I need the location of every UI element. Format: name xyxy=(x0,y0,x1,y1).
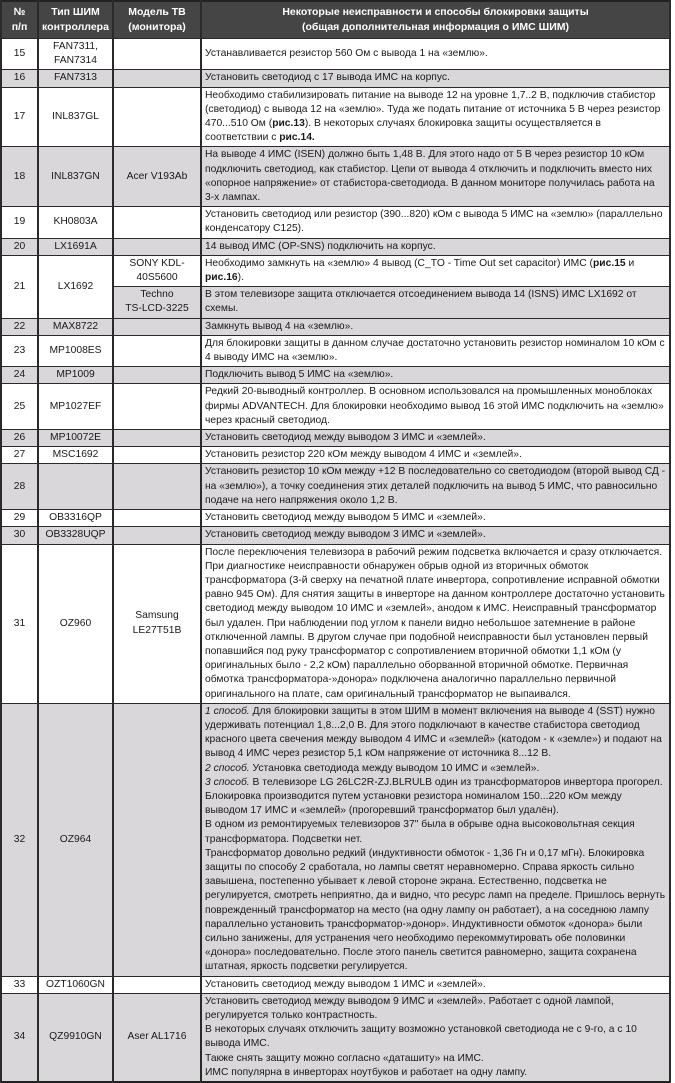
model-line: LE27T51B xyxy=(132,624,182,636)
fault-description: Установить резистор 220 кОм между выводом 4 ИМС и «землей». xyxy=(201,447,670,464)
model-line: Samsung xyxy=(135,610,179,622)
controller-type xyxy=(38,510,113,527)
desc-text: В одном из ремонтируемых телевизоров 37" была в обрыве одна высоковольтная секция трансформатора. Подсветки нет. xyxy=(205,819,635,845)
tv-model xyxy=(113,238,201,255)
header-desc-line-2: (общая дополнительная информация о ИМС ШИМ) xyxy=(301,21,570,33)
fault-description xyxy=(201,255,670,286)
table-row xyxy=(1,318,670,335)
table-row xyxy=(1,703,670,976)
desc-paragraph xyxy=(205,1023,666,1051)
table-row xyxy=(1,464,670,510)
tv-model xyxy=(113,464,201,510)
tv-model xyxy=(113,976,201,993)
fault-description xyxy=(201,703,670,976)
tv-model xyxy=(113,367,201,384)
tv-model xyxy=(113,510,201,527)
figure-ref: рис.15 xyxy=(592,257,626,269)
header-num-line-1: № xyxy=(13,6,26,18)
tv-model xyxy=(113,87,201,147)
header-desc-line-1: Некоторые неисправности и способы блокировки защиты xyxy=(282,6,589,18)
tv-model xyxy=(113,207,201,238)
table-row xyxy=(1,993,670,1082)
desc-paragraph xyxy=(205,1066,666,1080)
controller-line: LX1691A xyxy=(54,240,97,252)
table-row xyxy=(1,430,670,447)
fault-description: Устанавливается резистор 560 Ом с вывода 1 на «землю». xyxy=(201,39,670,70)
controller-line: OB3328UQP xyxy=(45,529,106,541)
desc-text: ). В некоторых случаях блокировка защиты осуществляется в соответствии с xyxy=(205,118,601,144)
table-row xyxy=(1,544,670,703)
fault-description: Установить светодиод между выводом 3 ИМС и «землей». xyxy=(201,430,670,447)
tv-model xyxy=(113,70,201,87)
desc-text: и xyxy=(625,257,635,269)
desc-paragraph xyxy=(205,705,666,762)
model-line: SONY KDL- xyxy=(129,257,185,269)
model-line: Techno xyxy=(140,289,174,301)
controller-type xyxy=(38,447,113,464)
header-model-line-2: (монитора) xyxy=(128,21,186,33)
table-row xyxy=(1,255,670,286)
controller-line: MSC1692 xyxy=(52,449,99,461)
fault-description xyxy=(201,993,670,1082)
fault-description: Установить светодиод между выводом 3 ИМС и «землей». xyxy=(201,527,670,544)
tv-model xyxy=(113,384,201,430)
desc-paragraph xyxy=(205,847,666,975)
desc-paragraph xyxy=(205,776,666,819)
controller-type xyxy=(38,703,113,976)
row-number: 21 xyxy=(1,255,38,318)
desc-paragraph xyxy=(205,995,666,1023)
desc-text: Необходимо замкнуть на «землю» 4 вывод (C_TO - Time Out set capacitor) ИМС ( xyxy=(205,257,593,269)
row-number: 27 xyxy=(1,447,38,464)
figure-ref: рис.14. xyxy=(279,132,315,144)
table-row xyxy=(1,87,670,147)
controller-line: KH0803A xyxy=(53,216,98,228)
row-number: 24 xyxy=(1,367,38,384)
row-number: 16 xyxy=(1,70,38,87)
table-row xyxy=(1,384,670,430)
row-number: 19 xyxy=(1,207,38,238)
fault-description: Установить светодиод между выводом 1 ИМС и «землей». xyxy=(201,976,670,993)
row-number: 15 xyxy=(1,39,38,70)
controller-line: MP10072E xyxy=(50,432,101,444)
desc-paragraph xyxy=(205,762,666,776)
figure-ref: рис.16 xyxy=(205,272,238,284)
header-description xyxy=(201,1,670,39)
controller-type xyxy=(38,430,113,447)
controller-type xyxy=(38,335,113,366)
controller-line: MP1009 xyxy=(56,369,95,381)
desc-text: ИМС популярна в инверторах ноутбуков и работает на одну лампу. xyxy=(205,1066,528,1078)
controller-line: OB3316QP xyxy=(49,512,102,524)
tv-model xyxy=(113,335,201,366)
table-row xyxy=(1,238,670,255)
controller-line: MAX8722 xyxy=(52,320,99,332)
controller-type xyxy=(38,464,113,510)
table-row xyxy=(1,367,670,384)
desc-text: Трансформатор довольно редкий (индуктивности обмоток - 1,36 Гн и 0,17 мГн). Блокировка защиты по способу 2 сработала, но лампы светят неравномерно. Справа яркость сильно завышена, постепенно убывает к левой стороне экрана. Естественно, подсветка не регулируется, смотреть неприятно, да и видно, что ресурс ламп на пределе. Пришлось вернуть поврежденный трансформатор на место (на одну лампу он работает), а на соседнюю лампу параллельно установить трансформатор-»донор». Индуктивности обмоток «донора» были сильно занижены, для устранения чего необходимо перекоммутировать обе половинки «донора» последовательно. После этого панель светится равномерно, защита сохранена штатная, яркость подсветки регулируется. xyxy=(205,847,666,973)
desc-text: Для блокировки защиты в этом ШИМ в момент включения на выводе 4 (SST) нужно удерживать потенциал 1,8...2,0 В. Для этого подключают в качестве стабистора светодиод красного цвета свечения между выводом 4 ИМС и «землей» (катодом - к «земле») и подают на вывод 4 ИМС через резистор 5,1 кОм напряжение от источника 8...12 В. xyxy=(205,705,662,760)
fault-description: Установить светодиод или резистор (390...820) кОм с вывода 5 ИМС на «землю» (параллельно конденсатору С125). xyxy=(201,207,670,238)
controller-type xyxy=(38,384,113,430)
row-number: 31 xyxy=(1,544,38,703)
table-body xyxy=(1,39,670,1083)
tv-model xyxy=(113,703,201,976)
header-controller-line-2: контроллера xyxy=(42,21,109,33)
controller-type xyxy=(38,367,113,384)
header-model xyxy=(113,1,201,39)
desc-text: Необходимо стабилизировать питание на выводе 12 на уровне 1,7..2 В, подключив стабистор (светодиод) с вывода 12 на «землю». Туда же подать питание от источника 5 В через резистор 470...510 Ом ( xyxy=(205,89,661,130)
table-row xyxy=(1,39,670,70)
controller-type xyxy=(38,993,113,1082)
figure-ref: рис.13 xyxy=(272,118,305,130)
controller-line: OZT1060GN xyxy=(46,978,105,990)
row-number: 26 xyxy=(1,430,38,447)
desc-text: ). xyxy=(237,272,244,284)
header-model-line-1: Модель ТВ xyxy=(128,6,186,18)
tv-model xyxy=(113,527,201,544)
table-header xyxy=(1,1,670,39)
fault-description: На выводе 4 ИМС (ISEN) должно быть 1,48 В. Для этого надо от 5 В через резистор 10 кОм подключить светодиод, как стабистор. Цепи от вывода 4 отключить и подключить вместо них «опорное напряжение» от стабистора-светодиода. В данном мониторе получилась работа на 3-х лампах. xyxy=(201,147,670,207)
controller-line: OZ960 xyxy=(59,617,92,629)
controller-line: FAN7313 xyxy=(54,72,97,84)
desc-text: 1 способ. xyxy=(205,705,250,717)
controller-type xyxy=(38,238,113,255)
fault-description: Подключить вывод 5 ИМС на «землю». xyxy=(201,367,670,384)
fault-description: Замкнуть вывод 4 на «землю». xyxy=(201,318,670,335)
fault-description: Для блокировки защиты в данном случае достаточно установить резистор номиналом 10 кОм с 4 выводу ИМС на «землю». xyxy=(201,335,670,366)
tv-model: Acer V193Ab xyxy=(113,147,201,207)
fault-description: В этом телевизоре защита отключается отсоединением вывода 14 (ISNS) ИМС LX1692 от схемы. xyxy=(201,287,670,318)
controller-type xyxy=(38,147,113,207)
row-number: 25 xyxy=(1,384,38,430)
table-row xyxy=(1,147,670,207)
controller-line: INL837GL xyxy=(52,110,99,122)
tv-model xyxy=(113,287,201,318)
row-number: 23 xyxy=(1,335,38,366)
table-row xyxy=(1,207,670,238)
tv-model xyxy=(113,430,201,447)
desc-text: Установить светодиод между выводом 9 ИМС и «землей». Работает с одной лампой, регулируется только контрастность. xyxy=(205,995,614,1021)
fault-description xyxy=(201,87,670,147)
table-row xyxy=(1,447,670,464)
desc-paragraph xyxy=(205,1052,666,1066)
row-number: 32 xyxy=(1,703,38,976)
fault-description: Установить светодиод между выводом 5 ИМС и «землей». xyxy=(201,510,670,527)
row-number: 34 xyxy=(1,993,38,1082)
controller-type xyxy=(38,70,113,87)
tv-model xyxy=(113,318,201,335)
desc-text: В некоторых случаях отключить защиту возможно установкой светодиода не с 9-го, а с 10 вывода ИМС. xyxy=(205,1024,637,1050)
row-number: 18 xyxy=(1,147,38,207)
desc-text: Установка светодиода между выводом 10 ИМС и «землей». xyxy=(249,762,540,774)
tv-model xyxy=(113,255,201,286)
tv-model xyxy=(113,544,201,703)
desc-text: Также снять защиту можно согласно «даташиту» на ИМС. xyxy=(205,1052,484,1064)
table-row xyxy=(1,70,670,87)
controller-line: FAN7314 xyxy=(54,55,97,67)
controller-line: LX1692 xyxy=(57,280,94,292)
controller-type xyxy=(38,318,113,335)
tv-model xyxy=(113,447,201,464)
header-controller xyxy=(38,1,113,39)
model-line: TS-LCD-3225 xyxy=(125,303,189,315)
controller-line: MP1008ES xyxy=(49,344,102,356)
controller-line: QZ9910GN xyxy=(49,1031,102,1043)
table-row xyxy=(1,335,670,366)
model-line: 40S5600 xyxy=(136,272,178,284)
fault-description: Установить резистор 10 кОм между +12 В последовательно со светодиодом (второй вывод СД - на «землю»), а точку соединения этих деталей подключить на вывод 5 ИМС, что равносильно подаче на него напряжения около 1,2 В. xyxy=(201,464,670,510)
desc-paragraph xyxy=(205,818,666,846)
desc-text: 2 способ. xyxy=(205,762,250,774)
controller-type xyxy=(38,255,113,318)
controller-line: OZ964 xyxy=(59,833,92,845)
controller-line: INL837GN xyxy=(51,170,100,182)
fault-description: Редкий 20-выводный контроллер. В основном использовался на промышленных моноблоках фирмы ADVANTECH. Для блокировки необходимо вывод 16 этой ИМС подключить на «землю» через красный светодиод. xyxy=(201,384,670,430)
row-number: 22 xyxy=(1,318,38,335)
header-num xyxy=(1,1,38,39)
controller-line: MP1027EF xyxy=(49,400,102,412)
controller-type xyxy=(38,544,113,703)
table-row xyxy=(1,527,670,544)
tv-model: Aser AL1716 xyxy=(113,993,201,1082)
desc-text: 3 способ. xyxy=(205,776,250,788)
fault-description: Установить светодиод с 17 вывода ИМС на корпус. xyxy=(201,70,670,87)
row-number: 17 xyxy=(1,87,38,147)
controller-line: FAN7311, xyxy=(52,41,99,52)
row-number: 29 xyxy=(1,510,38,527)
fault-description: После переключения телевизора в рабочий режим подсветка включается и сразу отключается. При диагностике неисправности обнаружен обрыв одной из вторичных обмоток трансформатора (3-й сверху на печатной плате инвертора, сопротивление исправной обмотки равно 945 Ом). Для снятия защиты в инверторе на данном контроллере достаточно установить светодиод между выводом 10 ИМС и «землей», анодом к ИМС. Неисправный трансформатор был удален. При наблюдении под углом к панели видно небольшое затемнение в районе отключенной лампы. В другом случае при подобной неисправности был установлен первый попавшийся под руку трансформатор с сопротивлением вторичной обмотки 1,1 кОм (у оригинальных было - 2,2 кОм) параллельно оборванной вторичной обмотке. Первичная обмотка трансформатора-»донора» подключена аналогично параллельно первичной оригинального на плате, сам оригинальный трансформатор не выпаивался. xyxy=(201,544,670,703)
header-controller-line-1: Тип ШИМ xyxy=(51,6,100,18)
controller-type xyxy=(38,39,113,70)
fault-description: 14 вывод ИМС (OP-SNS) подключить на корпус. xyxy=(201,238,670,255)
header-num-line-2: п/п xyxy=(11,21,28,33)
controller-type xyxy=(38,976,113,993)
row-number: 33 xyxy=(1,976,38,993)
row-number: 30 xyxy=(1,527,38,544)
desc-text: В телевизоре LG 26LC2R-ZJ.BLRULB один из трансформаторов инвертора прогорел. Блокировка производится путем установки резистора номиналом 150...220 кОм между выводом 17 ИМС и «землей» (прогоревший трансформатор был удалён). xyxy=(205,776,663,817)
controller-type xyxy=(38,207,113,238)
controller-type xyxy=(38,87,113,147)
table-row xyxy=(1,976,670,993)
row-number: 28 xyxy=(1,464,38,510)
table-row xyxy=(1,510,670,527)
tv-model xyxy=(113,39,201,70)
row-number: 20 xyxy=(1,238,38,255)
controller-type xyxy=(38,527,113,544)
